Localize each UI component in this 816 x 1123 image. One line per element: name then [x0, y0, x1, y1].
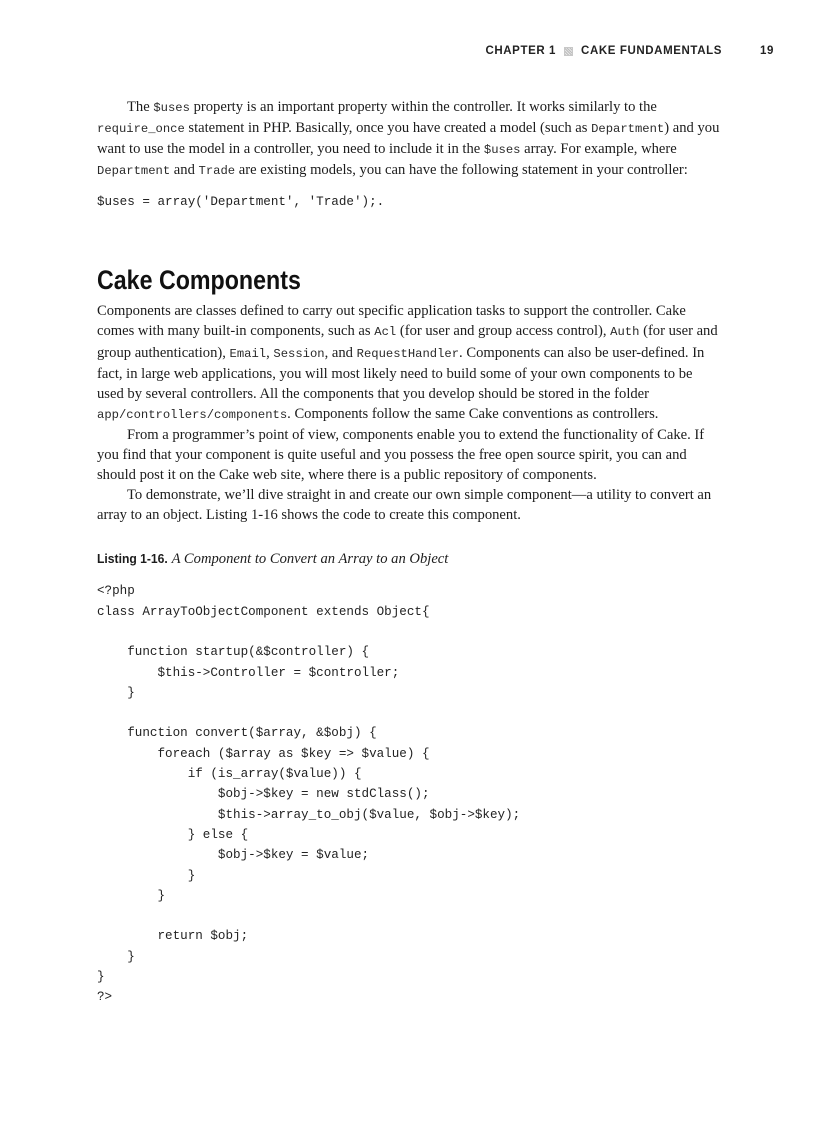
components-intro-paragraph	[97, 301, 721, 425]
code-line: $obj->$key = $value;	[97, 848, 370, 863]
code-line: function startup(&$controller) {	[97, 645, 370, 660]
inline-code: RequestHandler	[356, 346, 460, 361]
code-line: return $obj;	[97, 929, 249, 944]
code-line: } else {	[97, 827, 249, 842]
listing-code-block	[97, 581, 721, 1007]
text-run: . Components follow the same Cake conventions as controllers.	[287, 405, 659, 422]
code-line: $obj->$key = new stdClass();	[97, 787, 430, 802]
inline-code: Department	[97, 164, 171, 179]
listing-label: Listing 1-16.	[97, 551, 168, 567]
code-line: ?>	[97, 990, 113, 1005]
uses-paragraph	[97, 97, 721, 181]
text-run: ) and you want to use the model in a controller, you need to include it in the	[97, 120, 720, 158]
inline-code: app/controllers/components	[97, 407, 288, 422]
inline-code: Department	[591, 122, 665, 137]
listing-title: A Component to Convert an Array to an Object	[171, 551, 449, 568]
running-head	[485, 43, 774, 59]
inline-code: Session	[273, 346, 325, 361]
code-line: }	[97, 949, 135, 964]
inline-code: Auth	[610, 325, 640, 340]
code-line: }	[97, 888, 166, 903]
chapter-title: CAKE FUNDAMENTALS	[581, 45, 722, 57]
text-run: property is an important property within the controller. It works similarly to the	[189, 99, 657, 115]
section-heading: Cake Components	[97, 265, 301, 296]
text-run: Components are classes defined to carry out specific application tasks to support the controller. Cake comes with many built-in components, such as	[97, 303, 686, 340]
inline-code: require_once	[97, 122, 185, 137]
text-run: (for user and group authentication),	[97, 323, 718, 361]
code-line: foreach ($array as $key => $value) {	[97, 746, 430, 761]
listing-caption	[97, 549, 721, 569]
inline-code: $uses	[153, 101, 190, 115]
separator-square-icon	[564, 47, 573, 56]
code-line	[97, 703, 721, 723]
code-line: $this->array_to_obj($value, $obj->$key);	[97, 807, 521, 822]
inline-code: $uses	[483, 143, 521, 158]
code-line	[97, 622, 721, 642]
text-run: are existing models, you can have the following statement in your controller:	[235, 162, 688, 179]
text-run: , and	[324, 344, 357, 361]
inline-code: Acl	[374, 325, 397, 340]
page-number: 19	[760, 45, 774, 57]
inline-code: Email	[229, 346, 267, 361]
code-line: function convert($array, &$obj) {	[97, 726, 377, 741]
code-line: }	[97, 868, 196, 883]
programmer-view-paragraph: From a programmer’s point of view, components enable you to extend the functionality of Cake. If you find that your component is quite useful and you possess the free open source spirit, you can and should post it on the Cake web site, where there is a public repository of components.	[97, 426, 705, 484]
text-run: statement in PHP. Basically, once you have created a model (such as	[184, 120, 592, 137]
code-line: class ArrayToObjectComponent extends Object{	[97, 604, 430, 619]
page-body	[97, 97, 721, 1008]
text-run: (for user and group access control),	[396, 323, 611, 340]
code-line: }	[97, 970, 105, 985]
text-run: ,	[266, 344, 274, 361]
text-run: and	[170, 162, 199, 179]
text-run: . Components can also be user-defined. In fact, in large web applications, you will most likely need to build some of your own components to be used by several controllers. All the components that you develop should be stored in the folder	[97, 344, 705, 402]
code-line: }	[97, 685, 135, 700]
code-line	[97, 906, 721, 926]
text-run: array. For example, where	[520, 141, 677, 158]
uses-code-example: $uses = array('Department', 'Trade');.	[97, 195, 385, 210]
code-line: $this->Controller = $controller;	[97, 665, 400, 680]
demonstrate-paragraph: To demonstrate, we’ll dive straight in and create our own simple component—a utility to convert an array to an object. Listing 1-16 shows the code to create this component.	[97, 487, 712, 524]
inline-code: Trade	[198, 164, 236, 179]
code-line: <?php	[97, 584, 135, 599]
code-line: if (is_array($value)) {	[97, 767, 362, 782]
text-run: The	[127, 99, 150, 115]
chapter-label: CHAPTER 1	[485, 45, 557, 57]
